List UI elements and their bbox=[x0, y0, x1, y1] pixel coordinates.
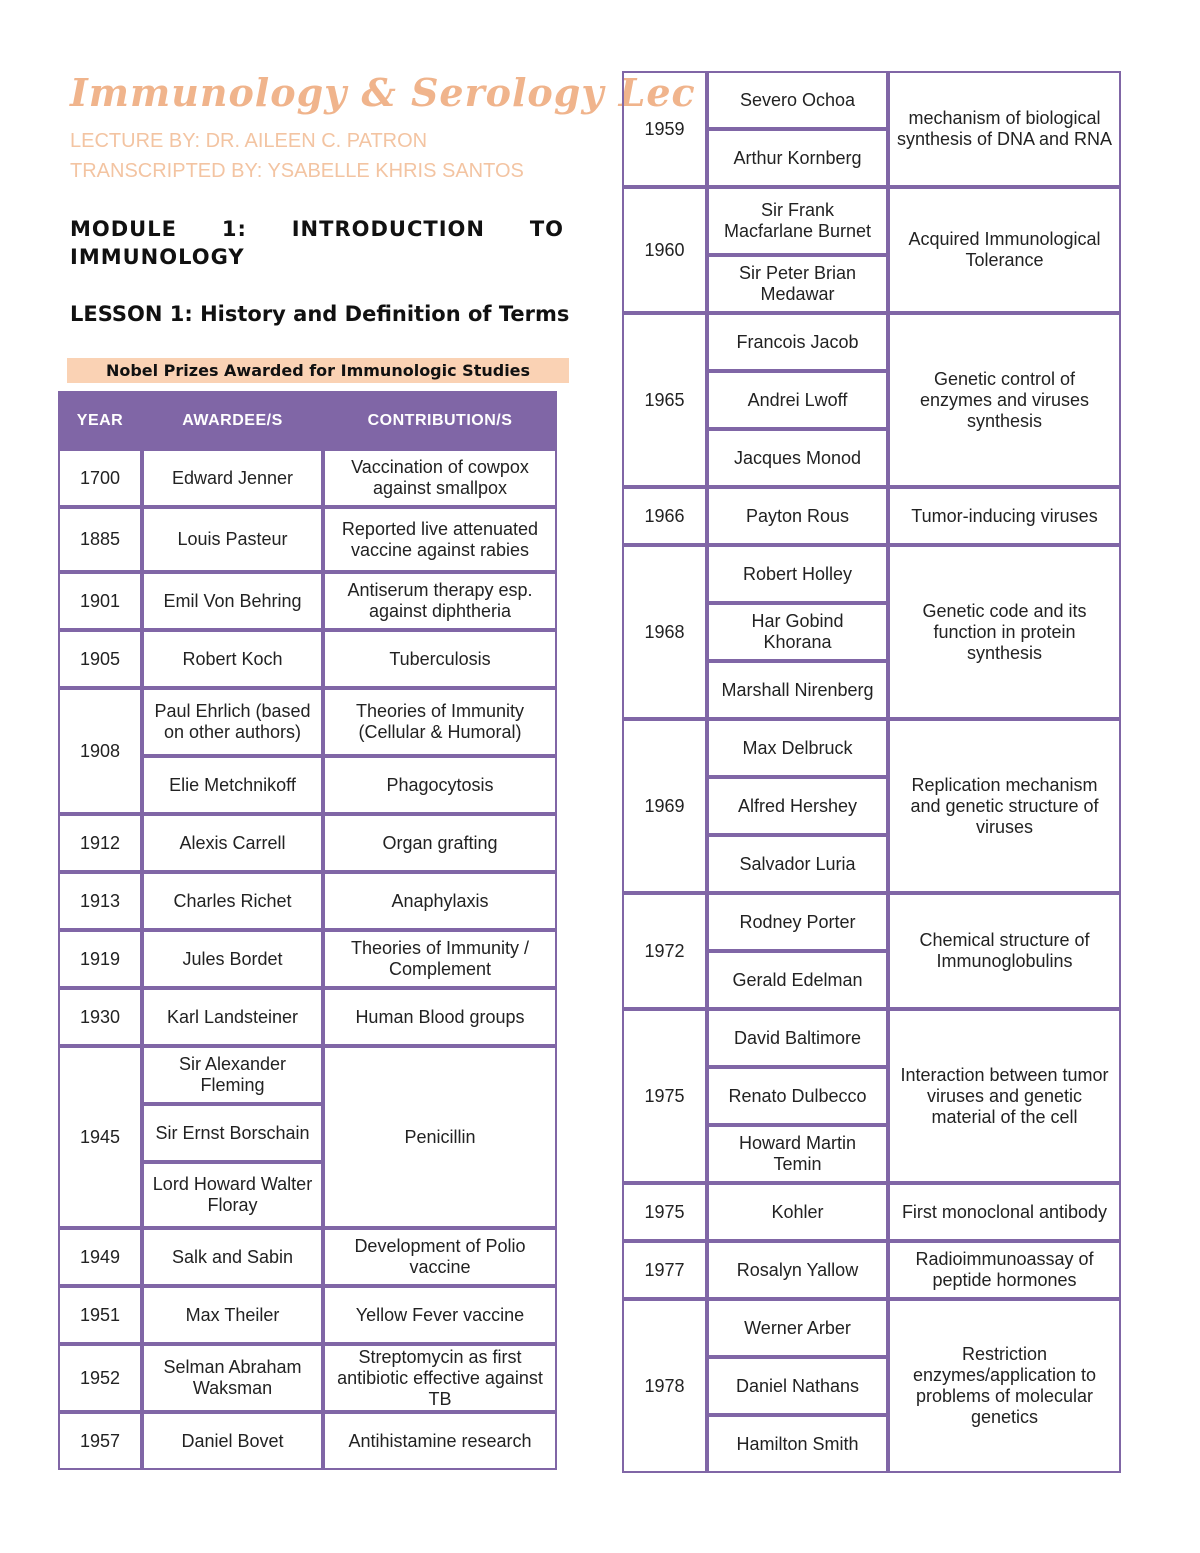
awardee-cell: Francois Jacob bbox=[707, 313, 888, 371]
table-row bbox=[622, 187, 1121, 255]
year-cell: 1885 bbox=[58, 507, 142, 572]
awardee-cell: Renato Dulbecco bbox=[707, 1067, 888, 1125]
contribution-cell: Genetic code and its function in protein synthesis bbox=[888, 545, 1121, 719]
contribution-cell: Antihistamine research bbox=[323, 1412, 557, 1470]
year-cell: 1930 bbox=[58, 988, 142, 1046]
awardee-cell: Sir Frank Macfarlane Burnet bbox=[707, 187, 888, 255]
table-row bbox=[622, 1183, 1121, 1241]
table-row bbox=[58, 630, 557, 688]
contribution-cell: Theories of Immunity (Cellular & Humoral) bbox=[323, 688, 557, 756]
document-title: Immunology & Serology Lec bbox=[70, 70, 696, 115]
table-row bbox=[58, 872, 557, 930]
table-row bbox=[58, 688, 557, 756]
table-row bbox=[622, 719, 1121, 777]
table-row bbox=[622, 313, 1121, 371]
year-cell: 1952 bbox=[58, 1344, 142, 1412]
contribution-cell: Antiserum therapy esp. against diphtheria bbox=[323, 572, 557, 630]
awardee-cell: Alexis Carrell bbox=[142, 814, 323, 872]
table-row bbox=[58, 449, 557, 507]
contribution-cell: Organ grafting bbox=[323, 814, 557, 872]
awardee-cell: Sir Alexander Fleming bbox=[142, 1046, 323, 1104]
awardee-cell: Rodney Porter bbox=[707, 893, 888, 951]
table-row bbox=[58, 930, 557, 988]
awardee-cell: Andrei Lwoff bbox=[707, 371, 888, 429]
year-column-header: YEAR bbox=[58, 391, 142, 449]
year-cell: 1966 bbox=[622, 487, 707, 545]
contribution-cell: Reported live attenuated vaccine against rabies bbox=[323, 507, 557, 572]
awardee-cell: Payton Rous bbox=[707, 487, 888, 545]
table-caption: Nobel Prizes Awarded for Immunologic Studies bbox=[67, 358, 569, 383]
contribution-cell: Tumor-inducing viruses bbox=[888, 487, 1121, 545]
contribution-cell: Human Blood groups bbox=[323, 988, 557, 1046]
year-cell: 1969 bbox=[622, 719, 707, 893]
awardee-cell: Louis Pasteur bbox=[142, 507, 323, 572]
awardee-cell: Howard Martin Temin bbox=[707, 1125, 888, 1183]
year-cell: 1975 bbox=[622, 1183, 707, 1241]
awardee-cell: Jacques Monod bbox=[707, 429, 888, 487]
table-row bbox=[58, 1286, 557, 1344]
awardee-cell: Lord Howard Walter Floray bbox=[142, 1162, 323, 1228]
table-row bbox=[622, 487, 1121, 545]
table-row bbox=[622, 893, 1121, 951]
contribution-cell: Acquired Immunological Tolerance bbox=[888, 187, 1121, 313]
contribution-cell: Radioimmunoassay of peptide hormones bbox=[888, 1241, 1121, 1299]
transcriber-line: TRANSCRIPTED BY: YSABELLE KHRIS SANTOS bbox=[70, 160, 524, 182]
table-row bbox=[58, 1228, 557, 1286]
table-row bbox=[58, 1344, 557, 1412]
year-cell: 1901 bbox=[58, 572, 142, 630]
awardee-cell: Severo Ochoa bbox=[707, 71, 888, 129]
year-cell: 1951 bbox=[58, 1286, 142, 1344]
contribution-cell: Replication mechanism and genetic structure of viruses bbox=[888, 719, 1121, 893]
awardee-cell: Gerald Edelman bbox=[707, 951, 888, 1009]
awardees-column-header: AWARDEE/S bbox=[142, 391, 323, 449]
awardee-cell: Selman Abraham Waksman bbox=[142, 1344, 323, 1412]
year-cell: 1957 bbox=[58, 1412, 142, 1470]
year-cell: 1913 bbox=[58, 872, 142, 930]
table-header-row bbox=[58, 391, 557, 449]
year-cell: 1977 bbox=[622, 1241, 707, 1299]
contribution-cell: Phagocytosis bbox=[323, 756, 557, 814]
awardee-cell: Arthur Kornberg bbox=[707, 129, 888, 187]
year-cell: 1960 bbox=[622, 187, 707, 313]
year-cell: 1949 bbox=[58, 1228, 142, 1286]
year-cell: 1908 bbox=[58, 688, 142, 814]
lecturer-line: LECTURE BY: DR. AILEEN C. PATRON bbox=[70, 130, 428, 152]
awardee-cell: Jules Bordet bbox=[142, 930, 323, 988]
awardee-cell: Max Delbruck bbox=[707, 719, 888, 777]
year-cell: 1968 bbox=[622, 545, 707, 719]
contribution-cell: Restriction enzymes/application to problems of molecular genetics bbox=[888, 1299, 1121, 1473]
awardee-cell: Salk and Sabin bbox=[142, 1228, 323, 1286]
awardee-cell: Karl Landsteiner bbox=[142, 988, 323, 1046]
year-cell: 1972 bbox=[622, 893, 707, 1009]
awardee-cell: Har Gobind Khorana bbox=[707, 603, 888, 661]
awardee-cell: Daniel Bovet bbox=[142, 1412, 323, 1470]
awardee-cell: Salvador Luria bbox=[707, 835, 888, 893]
contribution-cell: Streptomycin as first antibiotic effective against TB bbox=[323, 1344, 557, 1412]
table-row bbox=[58, 988, 557, 1046]
year-cell: 1700 bbox=[58, 449, 142, 507]
table-row bbox=[58, 1046, 557, 1104]
table-row bbox=[622, 545, 1121, 603]
awardee-cell: David Baltimore bbox=[707, 1009, 888, 1067]
year-cell: 1959 bbox=[622, 71, 707, 187]
contribution-cell: First monoclonal antibody bbox=[888, 1183, 1121, 1241]
awardee-cell: Max Theiler bbox=[142, 1286, 323, 1344]
lesson-heading: LESSON 1: History and Definition of Terms bbox=[70, 302, 570, 326]
module-heading: MODULE 1: INTRODUCTION TO IMMUNOLOGY bbox=[70, 217, 564, 269]
awardee-cell: Charles Richet bbox=[142, 872, 323, 930]
awardee-cell: Marshall Nirenberg bbox=[707, 661, 888, 719]
table-row bbox=[58, 572, 557, 630]
contribution-cell: Theories of Immunity / Complement bbox=[323, 930, 557, 988]
awardee-cell: Emil Von Behring bbox=[142, 572, 323, 630]
table-row bbox=[58, 507, 557, 572]
year-cell: 1975 bbox=[622, 1009, 707, 1183]
contribution-cell: mechanism of biological synthesis of DNA and RNA bbox=[888, 71, 1121, 187]
awardee-cell: Paul Ehrlich (based on other authors) bbox=[142, 688, 323, 756]
table-row bbox=[58, 1412, 557, 1470]
awardee-cell: Elie Metchnikoff bbox=[142, 756, 323, 814]
table-row bbox=[58, 814, 557, 872]
contribution-cell: Genetic control of enzymes and viruses synthesis bbox=[888, 313, 1121, 487]
year-cell: 1978 bbox=[622, 1299, 707, 1473]
contribution-cell: Chemical structure of Immunoglobulins bbox=[888, 893, 1121, 1009]
contribution-cell: Anaphylaxis bbox=[323, 872, 557, 930]
awardee-cell: Sir Ernst Borschain bbox=[142, 1104, 323, 1162]
table-row bbox=[622, 1299, 1121, 1357]
awardee-cell: Edward Jenner bbox=[142, 449, 323, 507]
nobel-table-left bbox=[58, 391, 557, 1470]
contribution-column-header: CONTRIBUTION/S bbox=[323, 391, 557, 449]
year-cell: 1945 bbox=[58, 1046, 142, 1228]
contribution-cell: Tuberculosis bbox=[323, 630, 557, 688]
contribution-cell: Vaccination of cowpox against smallpox bbox=[323, 449, 557, 507]
contribution-cell: Interaction between tumor viruses and genetic material of the cell bbox=[888, 1009, 1121, 1183]
awardee-cell: Werner Arber bbox=[707, 1299, 888, 1357]
year-cell: 1965 bbox=[622, 313, 707, 487]
awardee-cell: Rosalyn Yallow bbox=[707, 1241, 888, 1299]
awardee-cell: Daniel Nathans bbox=[707, 1357, 888, 1415]
awardee-cell: Kohler bbox=[707, 1183, 888, 1241]
awardee-cell: Alfred Hershey bbox=[707, 777, 888, 835]
awardee-cell: Sir Peter Brian Medawar bbox=[707, 255, 888, 313]
year-cell: 1912 bbox=[58, 814, 142, 872]
awardee-cell: Robert Holley bbox=[707, 545, 888, 603]
awardee-cell: Hamilton Smith bbox=[707, 1415, 888, 1473]
contribution-cell: Development of Polio vaccine bbox=[323, 1228, 557, 1286]
awardee-cell: Robert Koch bbox=[142, 630, 323, 688]
contribution-cell: Yellow Fever vaccine bbox=[323, 1286, 557, 1344]
contribution-cell: Penicillin bbox=[323, 1046, 557, 1228]
year-cell: 1905 bbox=[58, 630, 142, 688]
table-row bbox=[622, 71, 1121, 129]
nobel-table-right bbox=[622, 71, 1121, 1473]
table-row bbox=[622, 1009, 1121, 1067]
table-row bbox=[622, 1241, 1121, 1299]
year-cell: 1919 bbox=[58, 930, 142, 988]
